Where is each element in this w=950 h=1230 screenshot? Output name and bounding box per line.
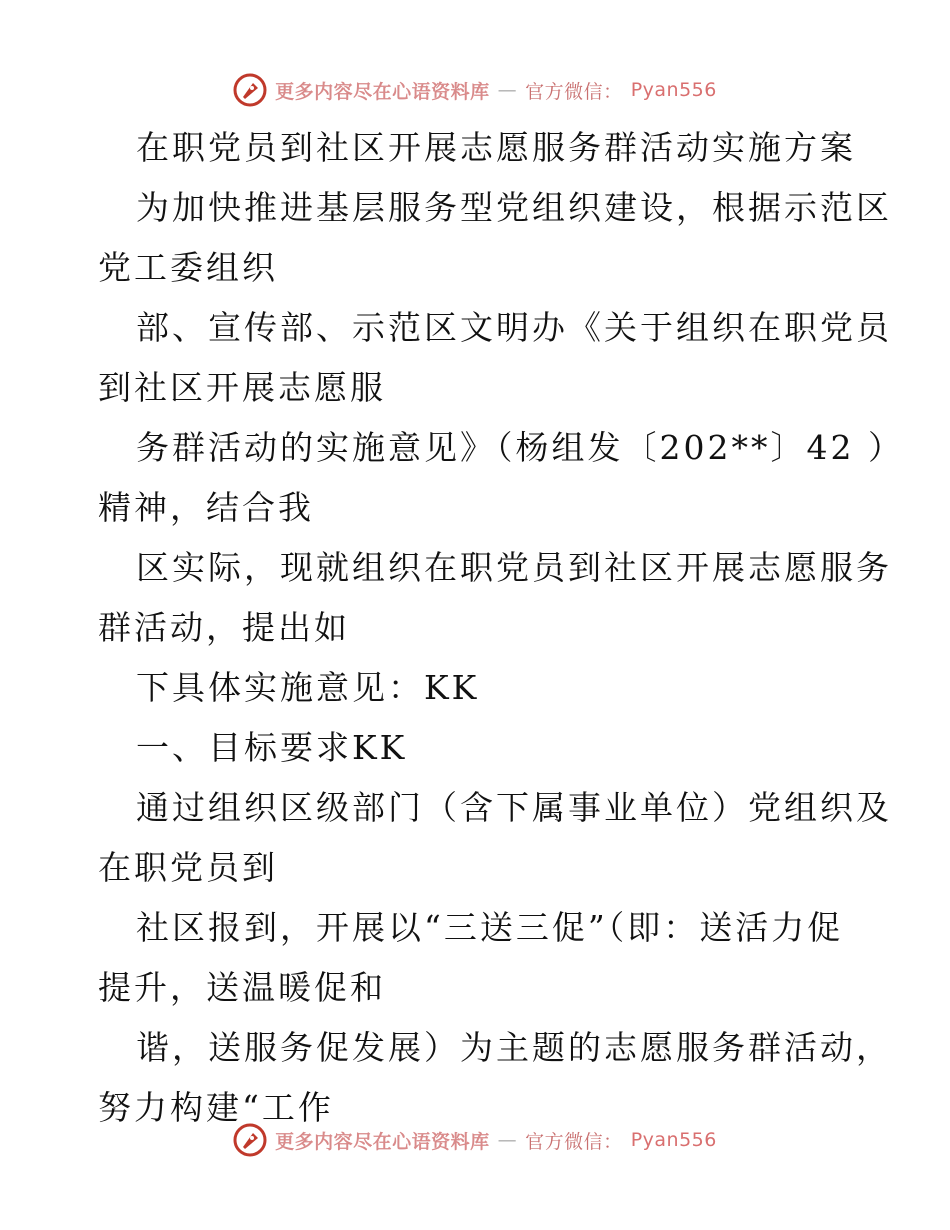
banner-separator: — [497,79,518,101]
paragraph-line: 通过组织区级部门（含下属事业单位）党组织及 [136,788,892,827]
paragraph-line: 区实际，现就组织在职党员到社区开展志愿服务 [136,548,892,587]
banner-separator: — [497,1129,518,1151]
pen-nib-logo-icon [233,1123,267,1157]
paragraph-line: 到社区开展志愿服 [98,368,386,407]
paragraph-line: 提升，送温暖促和 [98,968,386,1007]
paragraph-line: 谐，送服务促发展）为主题的志愿服务群活动， [136,1028,892,1067]
paragraph-line: 为加快推进基层服务型党组织建设，根据示范区 [136,188,892,227]
section-heading: 一、目标要求KK [136,728,408,767]
document-body [98,118,904,1138]
banner-wechat-label: 官方微信： [525,80,623,103]
header-watermark-banner [0,70,950,110]
pen-nib-logo-icon [233,73,267,107]
document-title: 在职党员到社区开展志愿服务群活动实施方案 [136,128,856,167]
paragraph-line: 务群活动的实施意见》（杨组发〔202**〕42 ） [136,428,904,467]
banner-wechat-label: 官方微信： [525,1130,623,1153]
footer-watermark-banner [0,1120,950,1160]
paragraph-line: 在职党员到 [98,848,278,887]
paragraph-line: 精神，结合我 [98,488,314,527]
paragraph-line: 下具体实施意见：KK [136,668,480,707]
paragraph-line: 部、宣传部、示范区文明办《关于组织在职党员 [136,308,892,347]
banner-site-name: 更多内容尽在心语资料库 [275,80,490,103]
banner-site-name: 更多内容尽在心语资料库 [275,1130,490,1153]
paragraph-line: 党工委组织 [98,248,278,287]
banner-wechat-id: Pyan556 [630,79,717,101]
paragraph-line: 群活动，提出如 [98,608,350,647]
banner-wechat-id: Pyan556 [630,1129,717,1151]
paragraph-line: 社区报到，开展以“三送三促”（即：送活力促 [136,908,844,947]
paragraph-line: 努力构建“工作 [98,1088,334,1127]
